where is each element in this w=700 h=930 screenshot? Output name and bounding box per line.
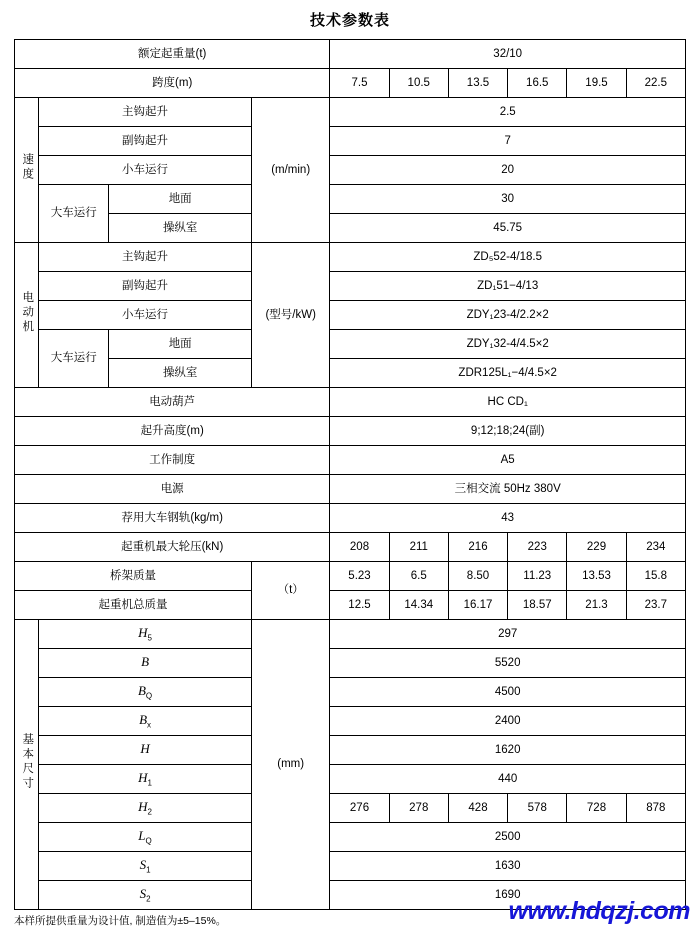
- rated-capacity-value: 32/10: [330, 40, 686, 69]
- table-row: [15, 359, 686, 388]
- max-wheel-load-label: 起重机最大轮压(kN): [15, 533, 330, 562]
- table-row: [15, 185, 686, 214]
- speed-group-label: 速度: [15, 98, 39, 243]
- dimension-symbol: $L_Q$: [39, 823, 252, 852]
- speed-aux-hoist-value: 7: [330, 127, 686, 156]
- total-mass-value: 14.34: [389, 591, 448, 620]
- table-row: [15, 388, 686, 417]
- motor-trolley-label: 小车运行: [39, 301, 252, 330]
- power-label: 电源: [15, 475, 330, 504]
- dimension-symbol: $H_1$: [39, 765, 252, 794]
- span-value: 19.5: [567, 69, 626, 98]
- motor-aux-hoist-value: ZD₁51−4/13: [330, 272, 686, 301]
- bridge-mass-value: 6.5: [389, 562, 448, 591]
- watermark: www.hdqzj.com: [508, 897, 690, 925]
- table-row: [15, 533, 686, 562]
- dimension-value: 276: [330, 794, 389, 823]
- total-mass-value: 21.3: [567, 591, 626, 620]
- dimension-value: 878: [626, 794, 685, 823]
- table-row: [15, 794, 686, 823]
- speed-unit: (m/min): [251, 98, 329, 243]
- bridge-mass-value: 13.53: [567, 562, 626, 591]
- table-row: [15, 736, 686, 765]
- dimension-value: 578: [508, 794, 567, 823]
- max-wheel-load-value: 211: [389, 533, 448, 562]
- table-row: [15, 823, 686, 852]
- span-value: 13.5: [448, 69, 507, 98]
- table-row: [15, 504, 686, 533]
- table-row: [15, 127, 686, 156]
- total-mass-value: 18.57: [508, 591, 567, 620]
- dimension-value: 1690: [330, 881, 686, 910]
- speed-main-hoist-label: 主钩起升: [39, 98, 252, 127]
- dimensions-unit: (mm): [251, 620, 329, 910]
- span-label: 跨度(m): [15, 69, 330, 98]
- table-row: [15, 330, 686, 359]
- table-row: [15, 214, 686, 243]
- bridge-mass-value: 15.8: [626, 562, 685, 591]
- dimension-value: 278: [389, 794, 448, 823]
- rated-capacity-label: 额定起重量(t): [15, 40, 330, 69]
- dimension-symbol: $S_1$: [39, 852, 252, 881]
- speed-bridge-cabin-label: 操纵室: [109, 214, 252, 243]
- speed-aux-hoist-label: 副钩起升: [39, 127, 252, 156]
- total-mass-value: 16.17: [448, 591, 507, 620]
- dimension-value: 5520: [330, 649, 686, 678]
- max-wheel-load-value: 223: [508, 533, 567, 562]
- table-row: [15, 765, 686, 794]
- span-value: 7.5: [330, 69, 389, 98]
- rail-value: 43: [330, 504, 686, 533]
- table-row: [15, 243, 686, 272]
- table-row: [15, 301, 686, 330]
- bridge-mass-value: 5.23: [330, 562, 389, 591]
- dimension-symbol: $B_Q$: [39, 678, 252, 707]
- total-mass-value: 23.7: [626, 591, 685, 620]
- table-row: [15, 475, 686, 504]
- power-value: 三相交流 50Hz 380V: [330, 475, 686, 504]
- motor-bridge-ground-value: ZDY₁32-4/4.5×2: [330, 330, 686, 359]
- dimension-symbol: $B_x$: [39, 707, 252, 736]
- table-row: [15, 40, 686, 69]
- motor-bridge-cabin-value: ZDR125L₁−4/4.5×2: [330, 359, 686, 388]
- speed-bridge-cabin-value: 45.75: [330, 214, 686, 243]
- table-row: [15, 620, 686, 649]
- motor-main-hoist-value: ZD₅52-4/18.5: [330, 243, 686, 272]
- motor-bridge-travel-label: 大车运行: [39, 330, 109, 388]
- dimension-value: 4500: [330, 678, 686, 707]
- table-row: [15, 98, 686, 127]
- speed-main-hoist-value: 2.5: [330, 98, 686, 127]
- hoist-label: 电动葫芦: [15, 388, 330, 417]
- total-mass-label: 起重机总质量: [15, 591, 252, 620]
- table-row: [15, 417, 686, 446]
- bridge-mass-value: 11.23: [508, 562, 567, 591]
- dimension-symbol: H: [39, 736, 252, 765]
- technical-parameters-table: [14, 39, 686, 910]
- span-value: 16.5: [508, 69, 567, 98]
- motor-bridge-cabin-label: 操纵室: [109, 359, 252, 388]
- speed-bridge-ground-label: 地面: [109, 185, 252, 214]
- footnote: 本样所提供重量为设计值, 制造值为±5–15%。: [14, 915, 227, 927]
- dimension-value: 440: [330, 765, 686, 794]
- speed-bridge-travel-label: 大车运行: [39, 185, 109, 243]
- total-mass-value: 12.5: [330, 591, 389, 620]
- motor-trolley-value: ZDY₁23-4/2.2×2: [330, 301, 686, 330]
- table-row: [15, 678, 686, 707]
- dimension-value: 1620: [330, 736, 686, 765]
- lift-height-label: 起升高度(m): [15, 417, 330, 446]
- span-value: 22.5: [626, 69, 685, 98]
- table-row: [15, 446, 686, 475]
- lift-height-value: 9;12;18;24(副): [330, 417, 686, 446]
- mass-unit: （t）: [251, 562, 329, 620]
- dimension-symbol: $S_2$: [39, 881, 252, 910]
- table-row: [15, 272, 686, 301]
- motor-unit: (型号/kW): [251, 243, 329, 388]
- dimension-symbol: $H_5$: [39, 620, 252, 649]
- span-value: 10.5: [389, 69, 448, 98]
- max-wheel-load-value: 234: [626, 533, 685, 562]
- motor-aux-hoist-label: 副钩起升: [39, 272, 252, 301]
- max-wheel-load-value: 216: [448, 533, 507, 562]
- table-row: [15, 707, 686, 736]
- table-row: [15, 562, 686, 591]
- table-row: [15, 156, 686, 185]
- work-duty-value: A5: [330, 446, 686, 475]
- speed-trolley-label: 小车运行: [39, 156, 252, 185]
- max-wheel-load-value: 208: [330, 533, 389, 562]
- dimension-value: 1630: [330, 852, 686, 881]
- work-duty-label: 工作制度: [15, 446, 330, 475]
- speed-bridge-ground-value: 30: [330, 185, 686, 214]
- table-row: [15, 69, 686, 98]
- dimensions-group-label: 基本尺寸: [15, 620, 39, 910]
- dimension-value: 428: [448, 794, 507, 823]
- dimension-value: 2400: [330, 707, 686, 736]
- table-row: [15, 591, 686, 620]
- dimension-symbol: B: [39, 649, 252, 678]
- bridge-mass-value: 8.50: [448, 562, 507, 591]
- hoist-value: HC CD₁: [330, 388, 686, 417]
- bridge-mass-label: 桥架质量: [15, 562, 252, 591]
- max-wheel-load-value: 229: [567, 533, 626, 562]
- dimension-value: 297: [330, 620, 686, 649]
- motor-bridge-ground-label: 地面: [109, 330, 252, 359]
- table-row: [15, 649, 686, 678]
- dimension-value: 2500: [330, 823, 686, 852]
- motor-group-label: 电动机: [15, 243, 39, 388]
- page-title: 技术参数表: [309, 12, 390, 29]
- dimension-symbol: $H_2$: [39, 794, 252, 823]
- rail-label: 荐用大车钢轨(kg/m): [15, 504, 330, 533]
- dimension-value: 728: [567, 794, 626, 823]
- table-row: [15, 852, 686, 881]
- motor-main-hoist-label: 主钩起升: [39, 243, 252, 272]
- speed-trolley-value: 20: [330, 156, 686, 185]
